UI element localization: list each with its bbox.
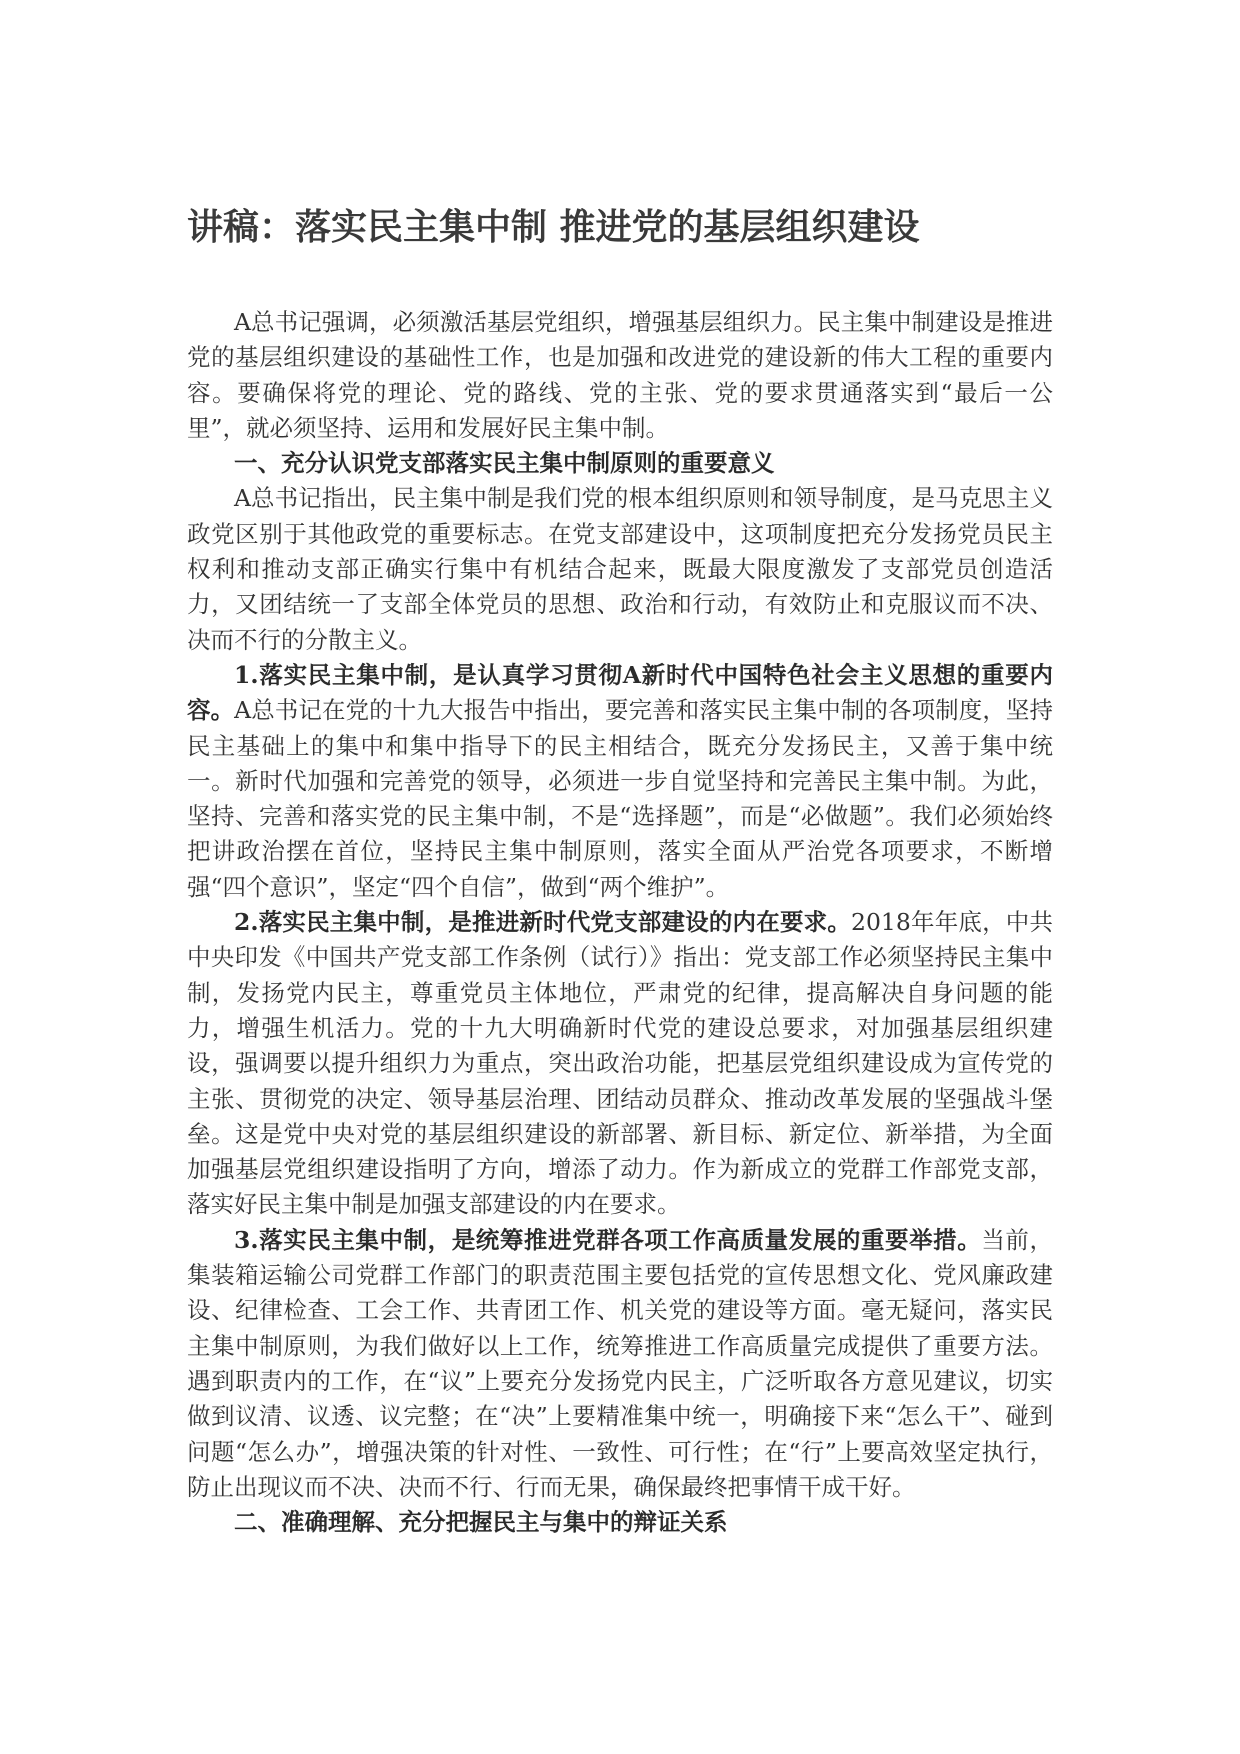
point-2-lead: 2.落实民主集中制，是推进新时代党支部建设的内在要求。 xyxy=(234,908,852,937)
point-3-paragraph xyxy=(187,1223,1053,1505)
point-2-text: 2018年年底，中共中央印发《中国共产党支部工作条例（试行）》指出：党支部工作必须坚持民主集中制，发扬党内民主，尊重党员主体地位，严肃党的纪律，提高解决自身问题的能力，增强生机活力。党的十九大明确新时代党的建设总要求，对加强基层组织建设，强调要以提升组织力为重点，突出政治功能，把基层党组织建设成为宣传党的主张、贯彻党的决定、领导基层治理、团结动员群众、推动改革发展的坚强战斗堡垒。这是党中央对党的基层组织建设的新部署、新目标、新定位、新举措，为全面加强基层党组织建设指明了方向，增添了动力。作为新成立的党群工作部党支部，落实好民主集中制是加强支部建设的内在要求。 xyxy=(187,908,1053,1219)
point-3-text: 当前，集装箱运输公司党群工作部门的职责范围主要包括党的宣传思想文化、党风廉政建设、纪律检查、工会工作、共青团工作、机关党的建设等方面。毫无疑问，落实民主集中制原则，为我们做好以上工作，统筹推进工作高质量完成提供了重要方法。遇到职责内的工作，在“议”上要充分发扬党内民主，广泛听取各方意见建议，切实做到议清、议透、议完整；在“决”上要精准集中统一，明确接下来“怎么干”、碰到问题“怎么办”，增强决策的针对性、一致性、可行性；在“行”上要高效坚定执行，防止出现议而不决、决而不行、行而无果，确保最终把事情干成干好。 xyxy=(187,1225,1053,1501)
point-2-paragraph xyxy=(187,905,1053,1223)
section-2-heading: 二、准确理解、充分把握民主与集中的辩证关系 xyxy=(234,1508,728,1537)
document-title: 讲稿：落实民主集中制 推进党的基层组织建设 xyxy=(187,207,920,248)
intro-paragraph: A总书记强调，必须激活基层党组织，增强基层组织力。民主集中制建设是推进党的基层组织建设的基础性工作，也是加强和改进党的建设新的伟大工程的重要内容。要确保将党的理论、党的路线、党的主张、党的要求贯通落实到“最后一公里”，就必须坚持、运用和发展好民主集中制。 xyxy=(187,308,1053,442)
section-1-heading: 一、充分认识党支部落实民主集中制原则的重要意义 xyxy=(234,449,775,478)
point-1-text: A总书记在党的十九大报告中指出，要完善和落实民主集中制的各项制度，坚持民主基础上的集中和集中指导下的民主相结合，既充分发扬民主，又善于集中统一。新时代加强和完善党的领导，必须进一步自觉坚持和完善民主集中制。为此，坚持、完善和落实党的民主集中制，不是“选择题”，而是“必做题”。我们必须始终把讲政治摆在首位，坚持民主集中制原则，落实全面从严治党各项要求，不断增强“四个意识”，坚定“四个自信”，做到“两个维护”。 xyxy=(187,696,1053,901)
point-1-paragraph xyxy=(187,658,1053,905)
document-body xyxy=(187,305,1053,1540)
point-3-lead: 3.落实民主集中制，是统筹推进党群各项工作高质量发展的重要举措。 xyxy=(234,1225,982,1254)
point-1-lead: 1.落实民主集中制，是认真学习贯彻A新时代中国特色社会主义思想的重要内容。 xyxy=(187,660,1053,725)
section-1-intro-paragraph: A总书记指出，民主集中制是我们党的根本组织原则和领导制度，是马克思主义政党区别于其他政党的重要标志。在党支部建设中，这项制度把充分发扬党员民主权利和推动支部正确实行集中有机结合起来，既最大限度激发了支部党员创造活力，又团结统一了支部全体党员的思想、政治和行动，有效防止和克服议而不决、决而不行的分散主义。 xyxy=(187,484,1053,654)
